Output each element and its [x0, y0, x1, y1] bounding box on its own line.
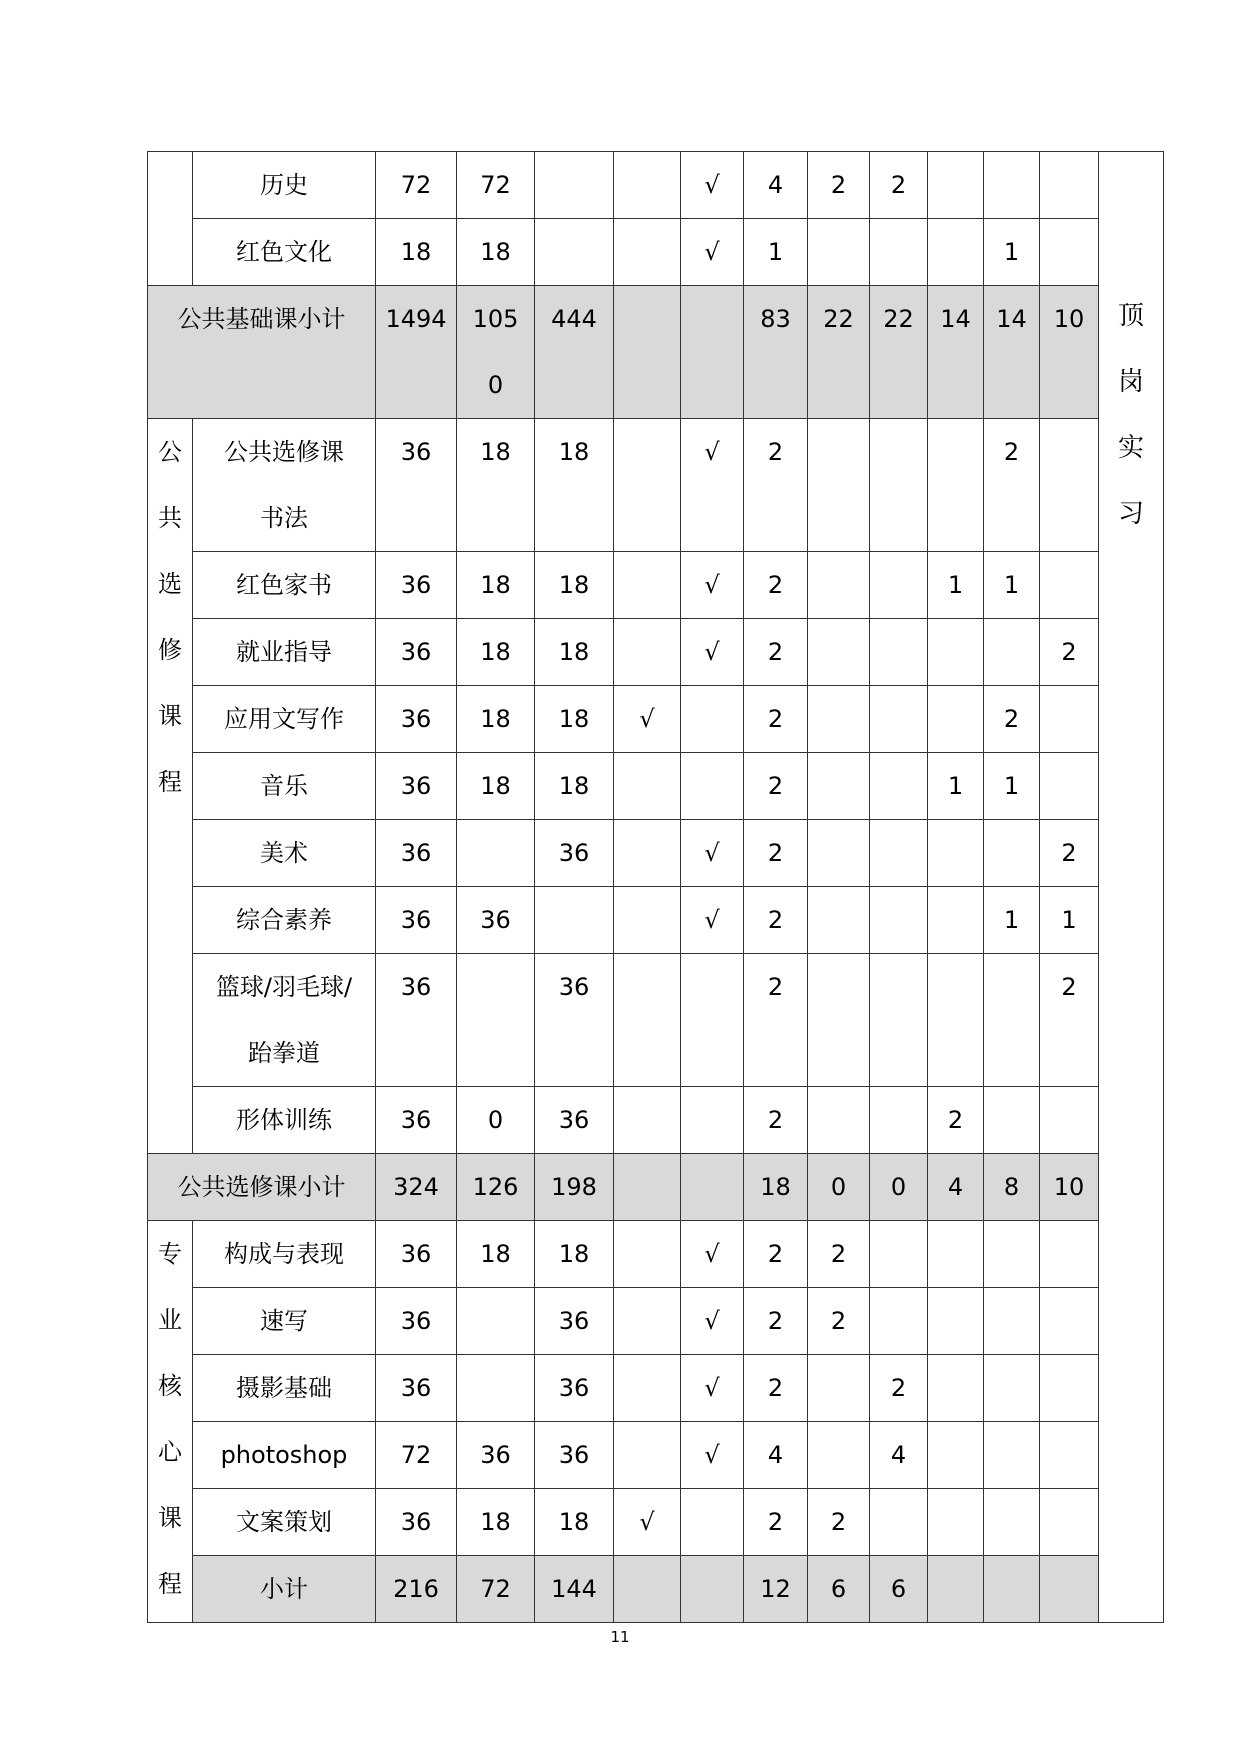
value-cell: 12 — [744, 1556, 808, 1623]
value-cell: √ — [681, 1221, 744, 1288]
value-cell: 8 — [984, 1154, 1040, 1221]
value-cell — [928, 1355, 984, 1422]
value-cell — [808, 887, 870, 954]
value-cell — [681, 954, 744, 1087]
value-cell — [614, 1087, 681, 1154]
course-name: 形体训练 — [193, 1087, 376, 1154]
value-cell: 18 — [535, 753, 614, 820]
value-cell — [1040, 1489, 1099, 1556]
value-cell — [870, 619, 928, 686]
value-cell — [984, 1355, 1040, 1422]
course-name: 红色家书 — [193, 552, 376, 619]
value-cell — [984, 954, 1040, 1087]
value-cell: 4 — [928, 1154, 984, 1221]
category-cell: 公 共 选 修 课 程 — [148, 419, 193, 1154]
table-row — [148, 419, 1164, 552]
value-cell: 444 — [535, 286, 614, 419]
value-cell: 18 — [457, 686, 535, 753]
value-cell: 1 — [984, 753, 1040, 820]
value-cell: 1494 — [376, 286, 457, 419]
value-cell — [870, 1288, 928, 1355]
value-cell — [808, 820, 870, 887]
value-cell: 72 — [376, 152, 457, 219]
value-cell — [870, 419, 928, 552]
value-cell: 18 — [535, 419, 614, 552]
value-cell: 83 — [744, 286, 808, 419]
value-cell — [614, 820, 681, 887]
value-cell — [870, 1221, 928, 1288]
value-cell: 2 — [1040, 954, 1099, 1087]
value-cell — [535, 219, 614, 286]
value-cell — [614, 1556, 681, 1623]
value-cell: 36 — [457, 1422, 535, 1489]
value-cell — [614, 619, 681, 686]
value-cell: 4 — [870, 1422, 928, 1489]
value-cell — [808, 419, 870, 552]
table-row — [148, 619, 1164, 686]
value-cell: 36 — [376, 419, 457, 552]
value-cell — [870, 753, 928, 820]
value-cell: 2 — [870, 152, 928, 219]
value-cell: 4 — [744, 152, 808, 219]
value-cell — [1040, 1422, 1099, 1489]
value-cell: 1 — [984, 552, 1040, 619]
value-cell: √ — [681, 419, 744, 552]
internship-label: 顶 岗 实 习 — [1117, 301, 1144, 529]
subtotal-label: 小计 — [193, 1556, 376, 1623]
value-cell — [928, 1221, 984, 1288]
value-cell: 36 — [535, 1355, 614, 1422]
value-cell: 0 — [457, 1087, 535, 1154]
value-cell: 22 — [808, 286, 870, 419]
value-cell: 1 — [928, 552, 984, 619]
value-cell: 126 — [457, 1154, 535, 1221]
page-number: 11 — [610, 1628, 630, 1646]
course-name: 历史 — [193, 152, 376, 219]
value-cell — [928, 419, 984, 552]
value-cell — [1040, 1087, 1099, 1154]
value-cell — [984, 1422, 1040, 1489]
value-cell: 18 — [457, 219, 535, 286]
value-cell — [614, 552, 681, 619]
value-cell — [984, 1489, 1040, 1556]
internship-cell — [1099, 152, 1164, 1623]
value-cell: 1 — [928, 753, 984, 820]
subtotal-row — [148, 286, 1164, 419]
course-name: 美术 — [193, 820, 376, 887]
value-cell — [928, 1422, 984, 1489]
value-cell — [808, 219, 870, 286]
value-cell — [870, 820, 928, 887]
value-cell: 1 — [744, 219, 808, 286]
value-cell: 36 — [535, 1288, 614, 1355]
value-cell — [808, 1355, 870, 1422]
value-cell: 324 — [376, 1154, 457, 1221]
value-cell: 2 — [744, 686, 808, 753]
course-name: 应用文写作 — [193, 686, 376, 753]
value-cell: 2 — [1040, 820, 1099, 887]
value-cell — [614, 1154, 681, 1221]
value-cell: 2 — [808, 152, 870, 219]
value-cell — [808, 753, 870, 820]
value-cell: 2 — [744, 820, 808, 887]
value-cell: 2 — [744, 1355, 808, 1422]
value-cell: 1 — [984, 219, 1040, 286]
value-cell: 6 — [808, 1556, 870, 1623]
value-cell: 36 — [376, 1355, 457, 1422]
value-cell: 36 — [376, 820, 457, 887]
value-cell — [1040, 219, 1099, 286]
value-cell: 2 — [808, 1288, 870, 1355]
value-cell: 2 — [744, 954, 808, 1087]
value-cell: √ — [681, 219, 744, 286]
category-cell — [148, 152, 193, 286]
value-cell: 22 — [870, 286, 928, 419]
value-cell: 18 — [535, 619, 614, 686]
value-cell: 216 — [376, 1556, 457, 1623]
value-cell: √ — [681, 887, 744, 954]
value-cell — [928, 686, 984, 753]
value-cell — [1040, 1288, 1099, 1355]
value-cell: 2 — [744, 1087, 808, 1154]
value-cell: 18 — [535, 552, 614, 619]
value-cell: 36 — [376, 1288, 457, 1355]
value-cell: 2 — [744, 552, 808, 619]
value-cell: 36 — [457, 887, 535, 954]
table-row — [148, 1422, 1164, 1489]
value-cell: 36 — [376, 619, 457, 686]
subtotal-row — [148, 1154, 1164, 1221]
value-cell — [870, 219, 928, 286]
value-cell: 2 — [744, 1221, 808, 1288]
value-cell — [681, 1556, 744, 1623]
value-cell — [928, 820, 984, 887]
table-row — [148, 1355, 1164, 1422]
value-cell: 36 — [535, 820, 614, 887]
value-cell — [614, 1355, 681, 1422]
value-cell: 144 — [535, 1556, 614, 1623]
value-cell — [870, 1087, 928, 1154]
value-cell — [681, 1087, 744, 1154]
value-cell: √ — [681, 1422, 744, 1489]
value-cell — [808, 1087, 870, 1154]
value-cell — [1040, 152, 1099, 219]
value-cell: 18 — [535, 686, 614, 753]
value-cell — [808, 1422, 870, 1489]
value-cell: 2 — [928, 1087, 984, 1154]
table-row — [148, 219, 1164, 286]
value-cell: 2 — [984, 419, 1040, 552]
value-cell — [614, 1422, 681, 1489]
value-cell: 36 — [376, 552, 457, 619]
value-cell — [928, 152, 984, 219]
value-cell: √ — [681, 152, 744, 219]
value-cell — [1040, 1221, 1099, 1288]
value-cell — [808, 552, 870, 619]
value-cell — [870, 887, 928, 954]
value-cell: 2 — [744, 753, 808, 820]
value-cell: 72 — [457, 152, 535, 219]
curriculum-table — [147, 151, 1164, 1623]
value-cell: 2 — [744, 419, 808, 552]
value-cell: 36 — [376, 753, 457, 820]
value-cell — [1040, 552, 1099, 619]
value-cell: √ — [614, 1489, 681, 1556]
value-cell — [928, 219, 984, 286]
value-cell: 1 — [984, 887, 1040, 954]
value-cell — [457, 820, 535, 887]
value-cell: 18 — [457, 419, 535, 552]
value-cell: 0 — [808, 1154, 870, 1221]
value-cell: 36 — [535, 1087, 614, 1154]
value-cell — [535, 887, 614, 954]
value-cell: 1 — [1040, 887, 1099, 954]
value-cell — [1040, 1355, 1099, 1422]
value-cell — [457, 1355, 535, 1422]
table-row — [148, 753, 1164, 820]
value-cell — [1040, 753, 1099, 820]
value-cell: 36 — [376, 1489, 457, 1556]
course-name: 篮球/羽毛球/ 跆拳道 — [193, 954, 376, 1087]
value-cell: √ — [681, 619, 744, 686]
value-cell: 2 — [744, 619, 808, 686]
category-cell: 专 业 核 心 课 程 — [148, 1221, 193, 1623]
value-cell — [614, 887, 681, 954]
value-cell — [614, 152, 681, 219]
value-cell — [681, 753, 744, 820]
value-cell: 14 — [984, 286, 1040, 419]
value-cell: 4 — [744, 1422, 808, 1489]
value-cell: 105 0 — [457, 286, 535, 419]
value-cell: 18 — [457, 1489, 535, 1556]
table-row — [148, 1489, 1164, 1556]
value-cell — [681, 1154, 744, 1221]
value-cell — [928, 619, 984, 686]
value-cell — [870, 552, 928, 619]
course-name: 就业指导 — [193, 619, 376, 686]
course-name: 摄影基础 — [193, 1355, 376, 1422]
value-cell: 2 — [744, 887, 808, 954]
value-cell — [614, 219, 681, 286]
value-cell — [614, 286, 681, 419]
value-cell — [681, 286, 744, 419]
value-cell — [808, 954, 870, 1087]
table-row — [148, 887, 1164, 954]
value-cell — [928, 1489, 984, 1556]
subtotal-row — [148, 1556, 1164, 1623]
value-cell: 36 — [376, 686, 457, 753]
value-cell — [984, 1556, 1040, 1623]
course-name: 文案策划 — [193, 1489, 376, 1556]
value-cell — [1040, 1556, 1099, 1623]
value-cell: 18 — [457, 1221, 535, 1288]
course-name: 音乐 — [193, 753, 376, 820]
value-cell: 10 — [1040, 286, 1099, 419]
value-cell — [614, 1288, 681, 1355]
value-cell: 18 — [457, 619, 535, 686]
value-cell — [1040, 686, 1099, 753]
value-cell — [870, 954, 928, 1087]
value-cell — [1040, 419, 1099, 552]
value-cell: √ — [681, 820, 744, 887]
value-cell: 2 — [744, 1288, 808, 1355]
subtotal-label: 公共基础课小计 — [148, 286, 376, 419]
value-cell — [928, 887, 984, 954]
value-cell: √ — [681, 552, 744, 619]
value-cell — [457, 1288, 535, 1355]
value-cell: 36 — [376, 887, 457, 954]
value-cell — [614, 1221, 681, 1288]
value-cell: 2 — [870, 1355, 928, 1422]
value-cell — [984, 1087, 1040, 1154]
value-cell: 18 — [376, 219, 457, 286]
value-cell: 36 — [535, 1422, 614, 1489]
value-cell — [457, 954, 535, 1087]
table-row — [148, 1087, 1164, 1154]
table-row — [148, 152, 1164, 219]
value-cell — [614, 954, 681, 1087]
value-cell — [984, 619, 1040, 686]
course-name: 综合素养 — [193, 887, 376, 954]
value-cell: 0 — [870, 1154, 928, 1221]
subtotal-label: 公共选修课小计 — [148, 1154, 376, 1221]
value-cell: 18 — [535, 1221, 614, 1288]
table-row — [148, 1221, 1164, 1288]
value-cell — [870, 686, 928, 753]
course-name: 公共选修课 书法 — [193, 419, 376, 552]
value-cell: 2 — [744, 1489, 808, 1556]
value-cell: 198 — [535, 1154, 614, 1221]
value-cell — [808, 686, 870, 753]
value-cell — [984, 820, 1040, 887]
value-cell — [984, 1221, 1040, 1288]
value-cell — [808, 619, 870, 686]
value-cell: 6 — [870, 1556, 928, 1623]
value-cell: 72 — [376, 1422, 457, 1489]
table-row — [148, 686, 1164, 753]
value-cell — [928, 1556, 984, 1623]
table-row — [148, 552, 1164, 619]
value-cell: 36 — [376, 1087, 457, 1154]
value-cell: √ — [614, 686, 681, 753]
value-cell — [984, 1288, 1040, 1355]
value-cell: 2 — [808, 1489, 870, 1556]
value-cell — [614, 419, 681, 552]
value-cell: √ — [681, 1288, 744, 1355]
course-name: 红色文化 — [193, 219, 376, 286]
course-name: 构成与表现 — [193, 1221, 376, 1288]
value-cell: 2 — [808, 1221, 870, 1288]
value-cell: 18 — [535, 1489, 614, 1556]
value-cell — [984, 152, 1040, 219]
value-cell — [535, 152, 614, 219]
table-row — [148, 1288, 1164, 1355]
value-cell: 14 — [928, 286, 984, 419]
table-row — [148, 820, 1164, 887]
value-cell — [681, 1489, 744, 1556]
value-cell — [870, 1489, 928, 1556]
value-cell — [928, 954, 984, 1087]
course-name: 速写 — [193, 1288, 376, 1355]
value-cell: 10 — [1040, 1154, 1099, 1221]
value-cell: 18 — [744, 1154, 808, 1221]
value-cell: 72 — [457, 1556, 535, 1623]
value-cell: 18 — [457, 552, 535, 619]
value-cell: 2 — [984, 686, 1040, 753]
value-cell — [681, 686, 744, 753]
value-cell — [928, 1288, 984, 1355]
value-cell: √ — [681, 1355, 744, 1422]
value-cell — [614, 753, 681, 820]
value-cell: 36 — [535, 954, 614, 1087]
table-row — [148, 954, 1164, 1087]
course-name: photoshop — [193, 1422, 376, 1489]
value-cell: 36 — [376, 1221, 457, 1288]
value-cell: 18 — [457, 753, 535, 820]
value-cell: 36 — [376, 954, 457, 1087]
value-cell: 2 — [1040, 619, 1099, 686]
